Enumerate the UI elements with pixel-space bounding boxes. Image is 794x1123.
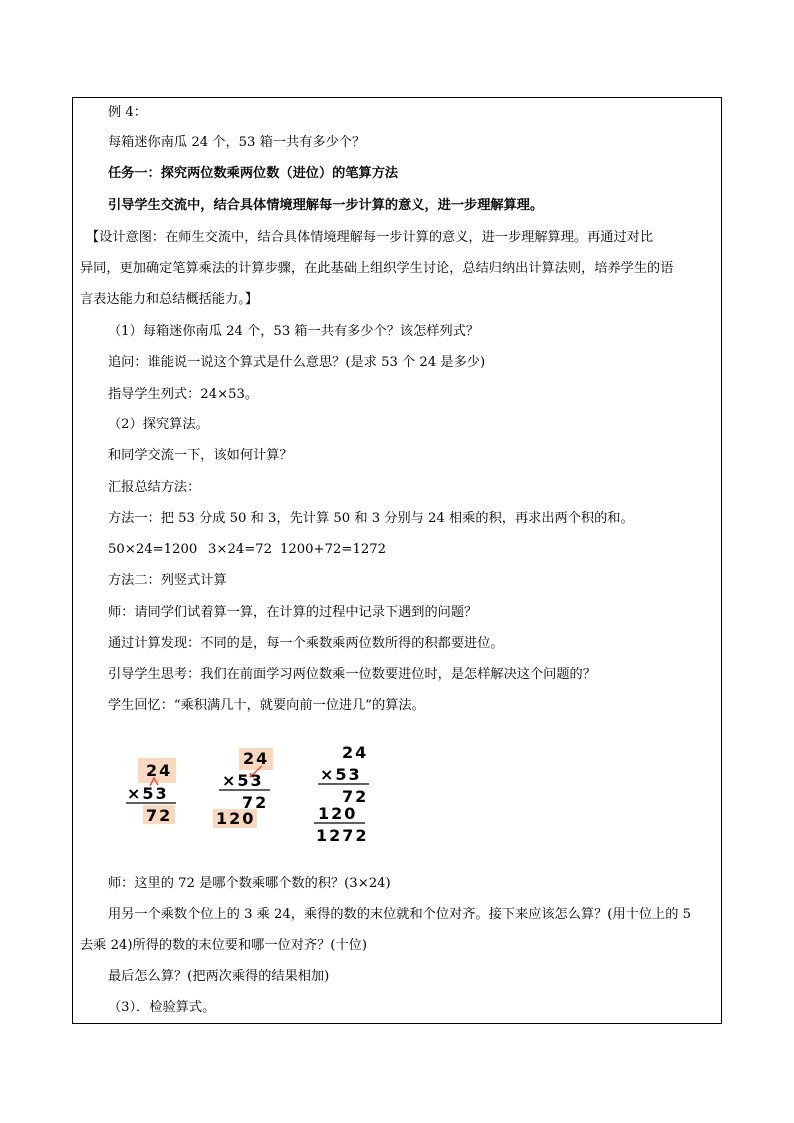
fig2-p1: 72 <box>242 793 269 812</box>
fig3-top: 24 <box>342 743 369 762</box>
guide-text: 引导学生交流中，结合具体情境理解每一步计算的意义，进一步理解算理。 <box>108 198 544 213</box>
fig3-p2: 120 <box>318 804 358 823</box>
finding-text: 通过计算发现：不同的是，每一个乘数乘两位数所得的积都要进位。 <box>108 636 504 651</box>
fig3-total: 1272 <box>316 826 369 845</box>
step2-text: （2）探究算法。 <box>108 417 209 432</box>
explain-line2: 去乘 24)所得的数的末位要和哪一位对齐？(十位) <box>80 938 367 953</box>
fig1-mult: ×53 <box>127 784 169 803</box>
fig1-top: 24 <box>146 761 173 780</box>
design-intent-line3: 言表达能力和总结概括能力。】 <box>80 292 259 307</box>
recall-text: 学生回忆：“乘积满几十，就要向前一位进几”的算法。 <box>108 698 425 713</box>
calc-2: 3×24=72 <box>208 542 273 557</box>
design-intent-line2: 异同，更加确定笔算乘法的计算步骤，在此基础上组织学生讨论，总结归纳出计算法则，培养学生的语 <box>80 261 674 276</box>
design-intent-line1: 【设计意图：在师生交流中，结合具体情境理解每一步计算的意义，进一步理解算理。再通过对比 <box>86 230 654 245</box>
fig3-p1: 72 <box>342 787 369 806</box>
problem-text: 每箱迷你南瓜 24 个，53 箱一共有多少个？ <box>108 135 366 150</box>
example-label: 例 4： <box>108 105 147 120</box>
method1-text: 方法一：把 53 分成 50 和 3，先计算 50 和 3 分别与 24 相乘的积，再求出两个积的和。 <box>108 511 634 526</box>
method2-text: 方法二：列竖式计算 <box>108 573 227 588</box>
fig1-p1: 72 <box>146 806 173 825</box>
teacher-question-72: 师：这里的 72 是哪个数乘哪个数的积？(3×24) <box>108 876 391 891</box>
explain-line1: 用另一个乘数个位上的 3 乘 24，乘得的数的末位就和个位对齐。接下来应该怎么算？(用十位上的 5 <box>108 907 691 922</box>
task-heading: 任务一：探究两位数乘两位数（进位）的笔算方法 <box>108 166 399 181</box>
fig3-mult: ×53 <box>320 765 362 784</box>
step3-text: （3）．检验算式。 <box>108 1000 216 1015</box>
discuss-text: 和同学交流一下，该如何计算？ <box>108 448 293 463</box>
calc-1: 50×24=1200 <box>108 542 198 557</box>
fig2-mult: ×53 <box>222 771 264 790</box>
final-step-text: 最后怎么算？(把两次乘得的结果相加) <box>108 969 330 984</box>
calc-3: 1200+72=1272 <box>280 542 387 557</box>
figure-1 <box>126 758 176 825</box>
teacher-prompt: 师：请同学们试着算一算，在计算的过程中记录下遇到的问题？ <box>108 605 478 620</box>
fig2-p2: 120 <box>216 809 256 828</box>
formula-text: 指导学生列式：24×53。 <box>108 387 259 402</box>
fig2-top: 24 <box>243 749 270 768</box>
figure-3 <box>314 743 369 845</box>
think-prompt: 引导学生思考：我们在前面学习两位数乘一位数要进位时，是怎样解决这个问题的？ <box>108 667 596 682</box>
step1-text: （1）每箱迷你南瓜 24 个，53 箱一共有多少个？该怎样列式？ <box>108 324 480 339</box>
summary-label: 汇报总结方法： <box>108 480 201 495</box>
figure-2 <box>213 748 273 828</box>
followup-question: 追问：谁能说一说这个算式是什么意思？(是求 53 个 24 是多少) <box>108 355 486 370</box>
